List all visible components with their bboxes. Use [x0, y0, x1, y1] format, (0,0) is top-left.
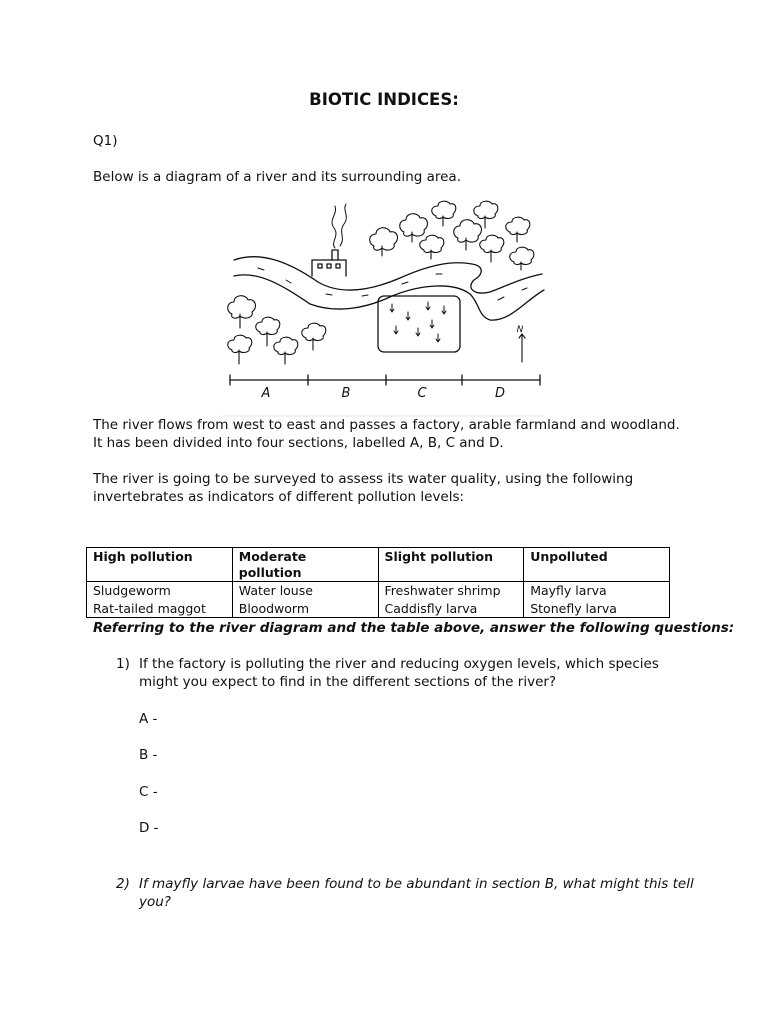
factory-icon: [312, 204, 346, 276]
section-label-a: A: [261, 386, 271, 401]
answer-label-b: B -: [139, 747, 158, 763]
table-cell: Mayfly larva: [524, 582, 670, 600]
farmland-field: [378, 296, 460, 352]
survey-line-1: The river is going to be surveyed to assess its water quality, using the following: [93, 471, 634, 487]
question-1-line-2: might you expect to find in the different sections of the river?: [139, 674, 557, 690]
description-line-2: It has been divided into four sections, labelled A, B, C and D.: [93, 435, 504, 451]
question-2-number: 2): [116, 876, 130, 892]
description-line-1: The river flows from west to east and passes a factory, arable farmland and woodland.: [93, 417, 680, 433]
header-high-pollution: High pollution: [87, 548, 233, 582]
answer-label-c: C -: [139, 784, 158, 800]
question-1-line-1: If the factory is polluting the river and reducing oxygen levels, which species: [139, 656, 659, 672]
woodland-trees-north: [370, 201, 534, 270]
table-cell: Stonefly larva: [524, 600, 670, 618]
header-slight-pollution: Slight pollution: [378, 548, 524, 582]
crop-arrows: [390, 302, 446, 342]
question-2-line-1: If mayfly larvae have been found to be abundant in section B, what might this tell: [139, 876, 694, 892]
question-2-line-2: you?: [139, 894, 171, 910]
river-south-bank: [234, 275, 544, 320]
section-label-c: C: [417, 386, 427, 401]
page-title: BIOTIC INDICES:: [309, 90, 459, 109]
section-scale-line: [230, 375, 540, 385]
header-unpolluted: Unpolluted: [524, 548, 670, 582]
table-row: [87, 600, 670, 618]
section-label-b: B: [341, 386, 351, 401]
header-moderate-pollution: Moderate pollution: [232, 548, 378, 582]
north-label: N: [516, 325, 524, 335]
river-diagram: [222, 198, 548, 420]
table-header-row: [87, 548, 670, 582]
answer-label-a: A -: [139, 711, 158, 727]
table-cell: Sludgeworm: [87, 582, 233, 600]
table-cell: Bloodworm: [232, 600, 378, 618]
table-cell: Rat-tailed maggot: [87, 600, 233, 618]
table-row: [87, 582, 670, 600]
river-north-bank: [234, 257, 542, 293]
survey-line-2: invertebrates as indicators of different pollution levels:: [93, 489, 465, 505]
intro-text: Below is a diagram of a river and its surrounding area.: [93, 169, 462, 185]
woodland-trees-south: [228, 296, 326, 364]
table-cell: Water louse: [232, 582, 378, 600]
question-1-number: 1): [116, 656, 130, 672]
instruction-text: Referring to the river diagram and the table above, answer the following questions:: [93, 620, 735, 636]
indicator-table: [86, 547, 670, 618]
question-label: Q1): [93, 133, 118, 149]
table-cell: Freshwater shrimp: [378, 582, 524, 600]
north-arrow-icon: [519, 334, 525, 362]
section-label-d: D: [494, 386, 506, 401]
table-cell: Caddisfly larva: [378, 600, 524, 618]
answer-label-d: D -: [139, 820, 159, 836]
